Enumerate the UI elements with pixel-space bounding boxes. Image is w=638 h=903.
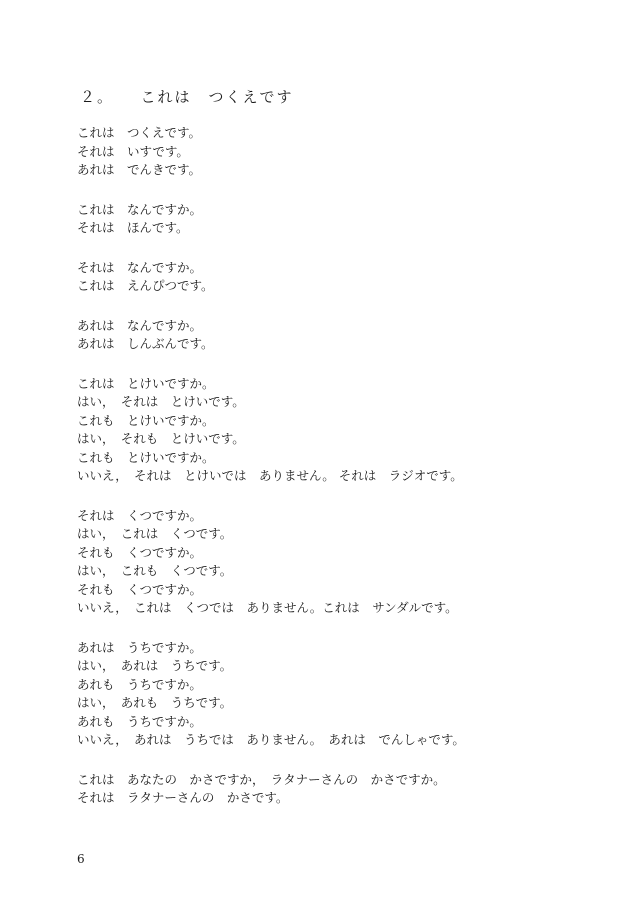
sentence-line: はい， これも くつです。 [77, 563, 233, 578]
sentence-line: いいえ， あれは うちでは ありません。 あれは でんしゃです。 [77, 732, 465, 747]
sentence-block [77, 124, 597, 180]
sentence-block [77, 201, 597, 238]
sentence-line: それも くつですか。 [77, 544, 203, 560]
sentence-line: あれも うちですか。 [77, 713, 202, 729]
sentence-line: これも とけいですか。 [77, 412, 215, 428]
sentence-line: これは えんぴつです。 [77, 278, 214, 293]
sentence-block [77, 771, 597, 808]
sentence-line: これは とけいですか。 [77, 375, 215, 391]
sentence-line: これも とけいですか。 [77, 449, 215, 465]
sentence-line: それは ほんです。 [77, 220, 189, 235]
sentence-line: いいえ， これは くつでは ありません。これは サンダルです。 [77, 600, 458, 615]
sentence-line: これは つくえです。 [77, 125, 202, 140]
sentence-line: はい， あれは うちです。 [77, 658, 233, 673]
lesson-body [77, 124, 597, 829]
sentence-line: あれは うちですか。 [77, 639, 202, 655]
sentence-line: それは なんですか。 [77, 259, 203, 275]
page-number: 6 [77, 852, 85, 866]
sentence-line: それも くつですか。 [77, 581, 203, 597]
sentence-line: はい， それも とけいです。 [77, 431, 245, 446]
sentence-line: あれは しんぶんです。 [77, 336, 214, 351]
sentence-line: あれも うちですか。 [77, 676, 202, 692]
sentence-line: それは ラタナーさんの かさです。 [77, 790, 289, 805]
sentence-block [77, 639, 597, 750]
lesson-heading: ２。 これは つくえです [80, 88, 294, 106]
sentence-block [77, 259, 597, 296]
sentence-line: いいえ， それは とけいでは ありません。 それは ラジオです。 [77, 468, 463, 483]
sentence-line: それは いすです。 [77, 143, 189, 159]
sentence-line: あれは なんですか。 [77, 317, 203, 333]
sentence-block [77, 317, 597, 354]
sentence-block [77, 507, 597, 618]
sentence-line: あれは でんきです。 [77, 162, 202, 177]
sentence-line: はい， あれも うちです。 [77, 695, 233, 710]
sentence-line: これは なんですか。 [77, 201, 203, 217]
sentence-line: それは くつですか。 [77, 507, 203, 523]
sentence-line: はい， それは とけいです。 [77, 394, 245, 409]
sentence-block [77, 375, 597, 486]
sentence-line: これは あなたの かさですか， ラタナーさんの かさですか。 [77, 771, 446, 787]
sentence-line: はい， これは くつです。 [77, 526, 233, 541]
